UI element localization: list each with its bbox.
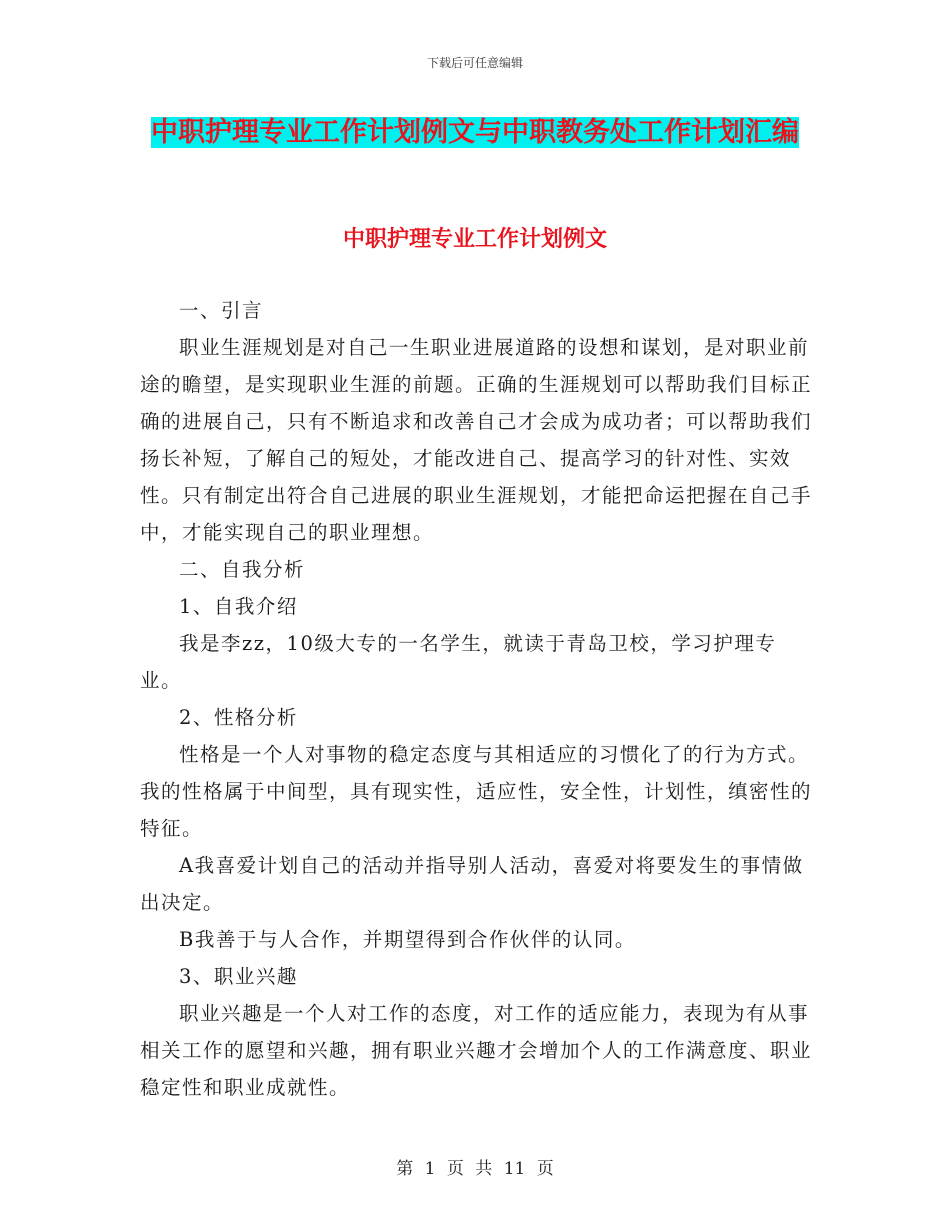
heading-introduction: 一、引言 [179,299,264,322]
section-title: 中职护理专业工作计划例文 [342,227,607,252]
heading-self-analysis: 二、自我分析 [179,558,306,581]
paragraph-trait-b: B我善于与人合作，并期望得到合作伙伴的认同。 [179,928,636,951]
subheading-self-introduction: 1、自我介绍 [179,595,298,618]
document-title-text: 中职护理专业工作计划例文与中职教务处工作计划汇编 [151,117,799,148]
paragraph-career-interest: 职业兴趣是一个人对工作的态度，对工作的适应能力，表现为有从事相关工作的愿望和兴趣，拥有职业兴趣才会增加个人的工作满意度、职业稳定性和职业成就性。 [140,1002,813,1099]
document-title [150,110,800,156]
document-body [140,292,812,1106]
paragraph-personality: 性格是一个人对事物的稳定态度与其相适应的习惯化了的行为方式。我的性格属于中间型，具有现实性，适应性，安全性，计划性，缜密性的特征。 [140,743,813,840]
paragraph-self-introduction: 我是李zz，10级大专的一名学生，就读于青岛卫校，学习护理专业。 [140,632,777,692]
subheading-career-interest: 3、职业兴趣 [179,965,298,988]
paragraph-trait-a: A我喜爱计划自己的活动并指导别人活动，喜爱对将要发生的事情做出决定。 [140,854,804,914]
subheading-personality-analysis: 2、性格分析 [179,706,298,729]
page-number-footer: 第 1 页 共 11 页 [396,1159,554,1179]
paragraph-career-planning: 职业生涯规划是对自己一生职业进展道路的设想和谋划，是对职业前途的瞻望，是实现职业生涯的前题。正确的生涯规划可以帮助我们目标正确的进展自己，只有不断追求和改善自己才会成为成功者；可以帮助我们扬长补短，了解自己的短处，才能改进自己、提高学习的针对性、实效性。只有制定出符合自己进展的职业生涯规划，才能把命运把握在自己手中，才能实现自己的职业理想。 [140,336,813,544]
page-header-note: 下载后可任意编辑 [426,56,523,70]
